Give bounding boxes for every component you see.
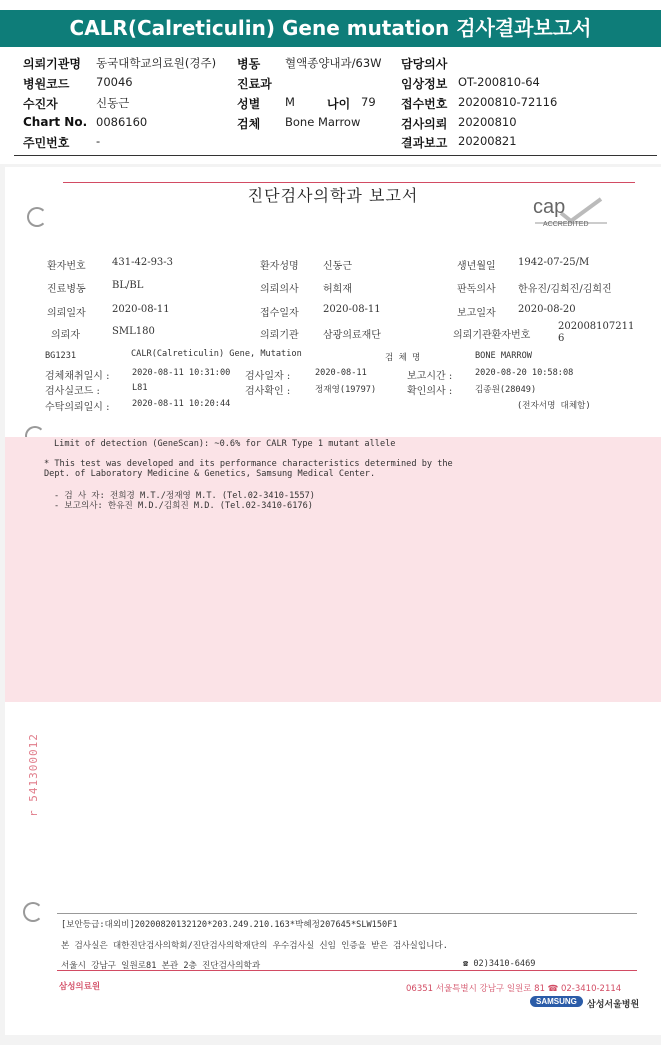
header-row bbox=[0, 95, 661, 114]
field-label: 환자번호 bbox=[47, 261, 86, 272]
header-label: 접수번호 bbox=[401, 97, 448, 111]
report-title: 진단검사의학과 보고서 bbox=[247, 186, 419, 205]
header-row bbox=[0, 134, 661, 153]
info-value: 정재영(19797) bbox=[315, 385, 377, 395]
address-line: 서울시 강남구 일원로81 본관 2층 진단검사의학과 bbox=[61, 961, 261, 971]
result-line: Limit of detection (GeneScan): ~0.6% for CALR Type 1 mutant allele bbox=[54, 439, 396, 449]
header-label: 병원코드 bbox=[23, 77, 70, 91]
field-value-wrap: 6 bbox=[558, 333, 565, 344]
header-row bbox=[0, 115, 661, 134]
age-value: 79 bbox=[361, 95, 376, 109]
field-label: 진료병동 bbox=[47, 284, 86, 295]
header-value: OT-200810-64 bbox=[458, 75, 540, 89]
header-label: 결과보고 bbox=[401, 136, 448, 150]
field-label: 보고일자 bbox=[457, 308, 496, 319]
header-value: - bbox=[96, 134, 101, 148]
footer-address: 06351 서울특별시 강남구 일원로 81 ☎ 02-3410-2114 bbox=[406, 984, 622, 994]
header-value: 0086160 bbox=[96, 115, 148, 129]
cap-logo-subtext: ACCREDITED bbox=[543, 221, 589, 228]
security-line: [보안등급:대외비]20200820132120*203.249.210.163*박혜정207645*SLW150F1 bbox=[61, 920, 398, 930]
field-label: 의뢰의사 bbox=[260, 284, 299, 295]
header-label: 수진자 bbox=[23, 97, 58, 111]
info-value: 2020-08-11 10:20:44 bbox=[132, 399, 231, 409]
header-value: 20200810 bbox=[458, 115, 517, 129]
field-value: 2020-08-11 bbox=[112, 304, 170, 315]
field-label: 의뢰기관환자번호 bbox=[453, 330, 531, 341]
header-value: Bone Marrow bbox=[285, 115, 361, 129]
note-line: * This test was developed and its performance characteristics determined by the bbox=[44, 459, 453, 469]
address-rule bbox=[57, 970, 637, 971]
field-value: 2020-08-11 bbox=[323, 304, 381, 315]
header-label: 병동 bbox=[237, 57, 261, 71]
report-banner-title: CALR(Calreticulin) Gene mutation 검사결과보고서 bbox=[0, 10, 661, 47]
field-label: 환자성명 bbox=[260, 261, 299, 272]
test-code: BG1231 bbox=[45, 351, 77, 361]
header-label: 검체 bbox=[237, 117, 261, 131]
reporter-line: - 보고의사: 한유진 M.D./김희진 M.D. (Tel.02-3410-6176) bbox=[54, 501, 313, 511]
field-value: BL/BL bbox=[112, 280, 144, 291]
header-value: M bbox=[285, 95, 295, 109]
phone-line: ☎ 02)3410-6469 bbox=[463, 959, 536, 969]
header-row bbox=[0, 55, 661, 74]
test-name: CALR(Calreticulin) Gene, Mutation bbox=[131, 349, 302, 359]
signature-note: (전자서명 대체함) bbox=[517, 401, 591, 411]
header-value: 신동근 bbox=[96, 96, 130, 110]
header-value: 20200821 bbox=[458, 134, 517, 148]
header-label: 담당의사 bbox=[401, 57, 448, 71]
field-value: 한유진/김희진/김희진 bbox=[518, 284, 612, 295]
samsung-hospital-name: 삼성서울병원 bbox=[587, 1000, 640, 1010]
note-line: Dept. of Laboratory Medicine & Genetics, Samsung Medical Center. bbox=[44, 469, 376, 479]
info-label: 수탁의뢰일시 : bbox=[45, 402, 110, 413]
field-label: 의뢰일자 bbox=[47, 308, 86, 319]
field-value: 신동근 bbox=[323, 261, 352, 272]
cap-logo-text: cap bbox=[533, 196, 566, 218]
cap-accredited-logo bbox=[531, 195, 611, 231]
header-label: Chart No. bbox=[23, 115, 88, 129]
header-label: 의뢰기관명 bbox=[23, 57, 81, 71]
footer-samsung-medical: 삼성의료원 bbox=[59, 982, 101, 992]
field-label: 접수일자 bbox=[260, 308, 299, 319]
binder-hole-icon bbox=[27, 207, 47, 227]
info-label: 검사확인 : bbox=[245, 386, 291, 397]
header-label: 성별 bbox=[237, 97, 261, 111]
info-label: 검체채취일시 : bbox=[45, 371, 110, 382]
field-label: 생년월일 bbox=[457, 261, 496, 272]
field-label: 판독의사 bbox=[457, 284, 496, 295]
info-value: L81 bbox=[132, 383, 148, 393]
field-value: 삼광의료재단 bbox=[323, 330, 381, 341]
samsung-logo: SAMSUNG bbox=[530, 996, 583, 1007]
certification-line: 본 검사실은 대한진단검사의학회/진단검사의학재단의 우수검사실 신임 인증을 받은 검사실입니다. bbox=[61, 941, 448, 951]
field-value: SML180 bbox=[112, 326, 155, 337]
field-label: 의뢰기관 bbox=[260, 330, 299, 341]
specimen-label: 검 체 명 bbox=[385, 353, 421, 363]
field-value: 431-42-93-3 bbox=[112, 257, 174, 268]
header-label: 검사의뢰 bbox=[401, 117, 448, 131]
footer-rule bbox=[57, 913, 637, 914]
info-value: 2020-08-11 bbox=[315, 368, 367, 378]
header-label: 주민번호 bbox=[23, 136, 70, 150]
header-value: 20200810-72116 bbox=[458, 95, 558, 109]
age-label: 나이 bbox=[327, 97, 351, 111]
specimen-value: BONE MARROW bbox=[475, 351, 532, 361]
header-label: 임상정보 bbox=[401, 77, 448, 91]
info-value: 김종원(28049) bbox=[475, 385, 537, 395]
info-value: 2020-08-20 10:58:08 bbox=[475, 368, 574, 378]
serial-number: r 541300012 bbox=[27, 733, 40, 817]
header-value: 동국대학교의료원(경주) bbox=[96, 56, 217, 70]
field-value: 202008107211 bbox=[558, 321, 635, 332]
info-label: 검사일자 : bbox=[245, 371, 291, 382]
scanned-report-page bbox=[5, 167, 661, 1035]
field-value: 허희재 bbox=[323, 284, 352, 295]
result-section bbox=[5, 437, 661, 702]
header-value: 혈액종양내과/63W bbox=[285, 56, 382, 70]
header-row bbox=[0, 75, 661, 94]
info-label: 확인의사 : bbox=[407, 386, 453, 397]
header-value: 70046 bbox=[96, 75, 133, 89]
field-label: 의뢰자 bbox=[51, 330, 80, 341]
field-value: 1942-07-25/M bbox=[518, 257, 590, 268]
header-divider bbox=[14, 155, 657, 156]
header-label: 진료과 bbox=[237, 77, 272, 91]
field-value: 2020-08-20 bbox=[518, 304, 576, 315]
info-label: 보고시간 : bbox=[407, 371, 453, 382]
info-label: 검사실코드 : bbox=[45, 386, 100, 397]
report-header bbox=[0, 0, 661, 164]
tester-line: - 검 사 자: 전희경 M.T./정재영 M.T. (Tel.02-3410-1557) bbox=[54, 491, 315, 501]
binder-hole-icon bbox=[23, 902, 43, 922]
info-value: 2020-08-11 10:31:00 bbox=[132, 368, 231, 378]
